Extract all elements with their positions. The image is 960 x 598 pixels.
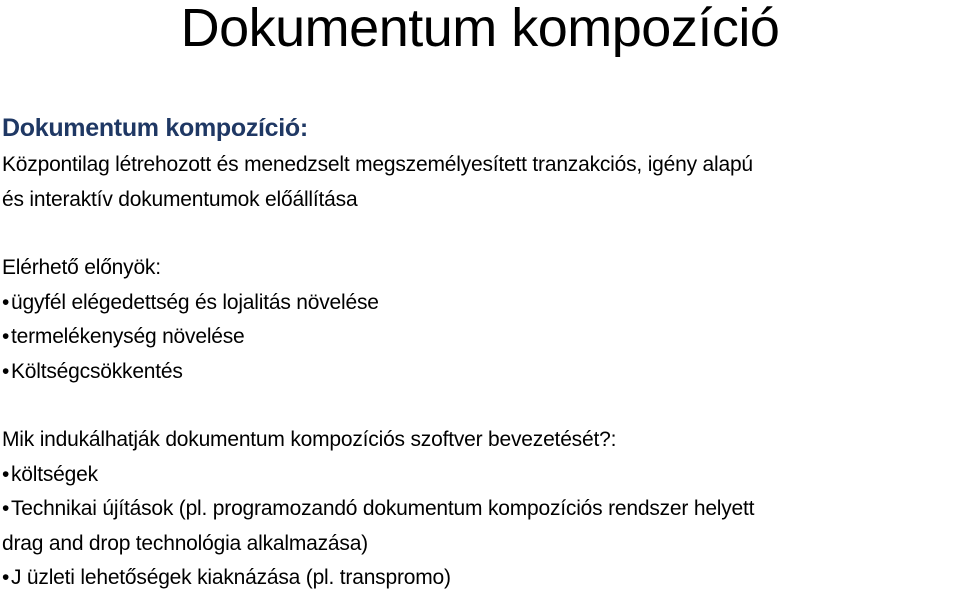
benefit-item	[2, 355, 958, 390]
benefit-text: Költségcsökkentés	[11, 359, 183, 383]
description-line-2: és interaktív dokumentumok előállítása	[2, 187, 358, 211]
driver-text: költségek	[11, 462, 98, 486]
bullet-icon: •	[2, 566, 10, 589]
bullet-icon: •	[2, 325, 10, 348]
slide-body	[2, 108, 958, 596]
driver-item	[2, 561, 958, 596]
drivers-label: Mik indukálhatják dokumentum kompozíciós szoftver bevezetését?:	[2, 428, 617, 451]
benefit-item	[2, 286, 958, 321]
slide-title: Dokumentum kompozíció	[180, 0, 780, 58]
driver-text: Technikai újítások (pl. programozandó dokumentum kompozíciós rendszer helyett	[11, 497, 755, 520]
benefits-label: Elérhető előnyök:	[2, 256, 161, 279]
driver-item	[2, 458, 958, 493]
driver-text: J üzleti lehetőségek kiaknázása (pl. transpromo)	[11, 566, 451, 589]
driver-item	[2, 492, 958, 527]
bullet-icon: •	[2, 359, 10, 383]
benefit-text: ügyfél elégedettség és lojalitás növelése	[11, 290, 379, 314]
benefit-text: termelékenység növelése	[11, 325, 245, 348]
spacer	[2, 217, 958, 251]
bullet-icon: •	[2, 290, 10, 314]
spacer	[2, 389, 958, 423]
section-heading: Dokumentum kompozíció:	[2, 114, 308, 142]
driver-text-continuation: drag and drop technológia alkalmazása)	[2, 531, 368, 555]
description-line-1: Központilag létrehozott és menedzselt megszemélyesített tranzakciós, igény alapú	[2, 153, 753, 176]
benefit-item	[2, 320, 958, 355]
bullet-icon: •	[2, 497, 10, 520]
bullet-icon: •	[2, 462, 10, 486]
